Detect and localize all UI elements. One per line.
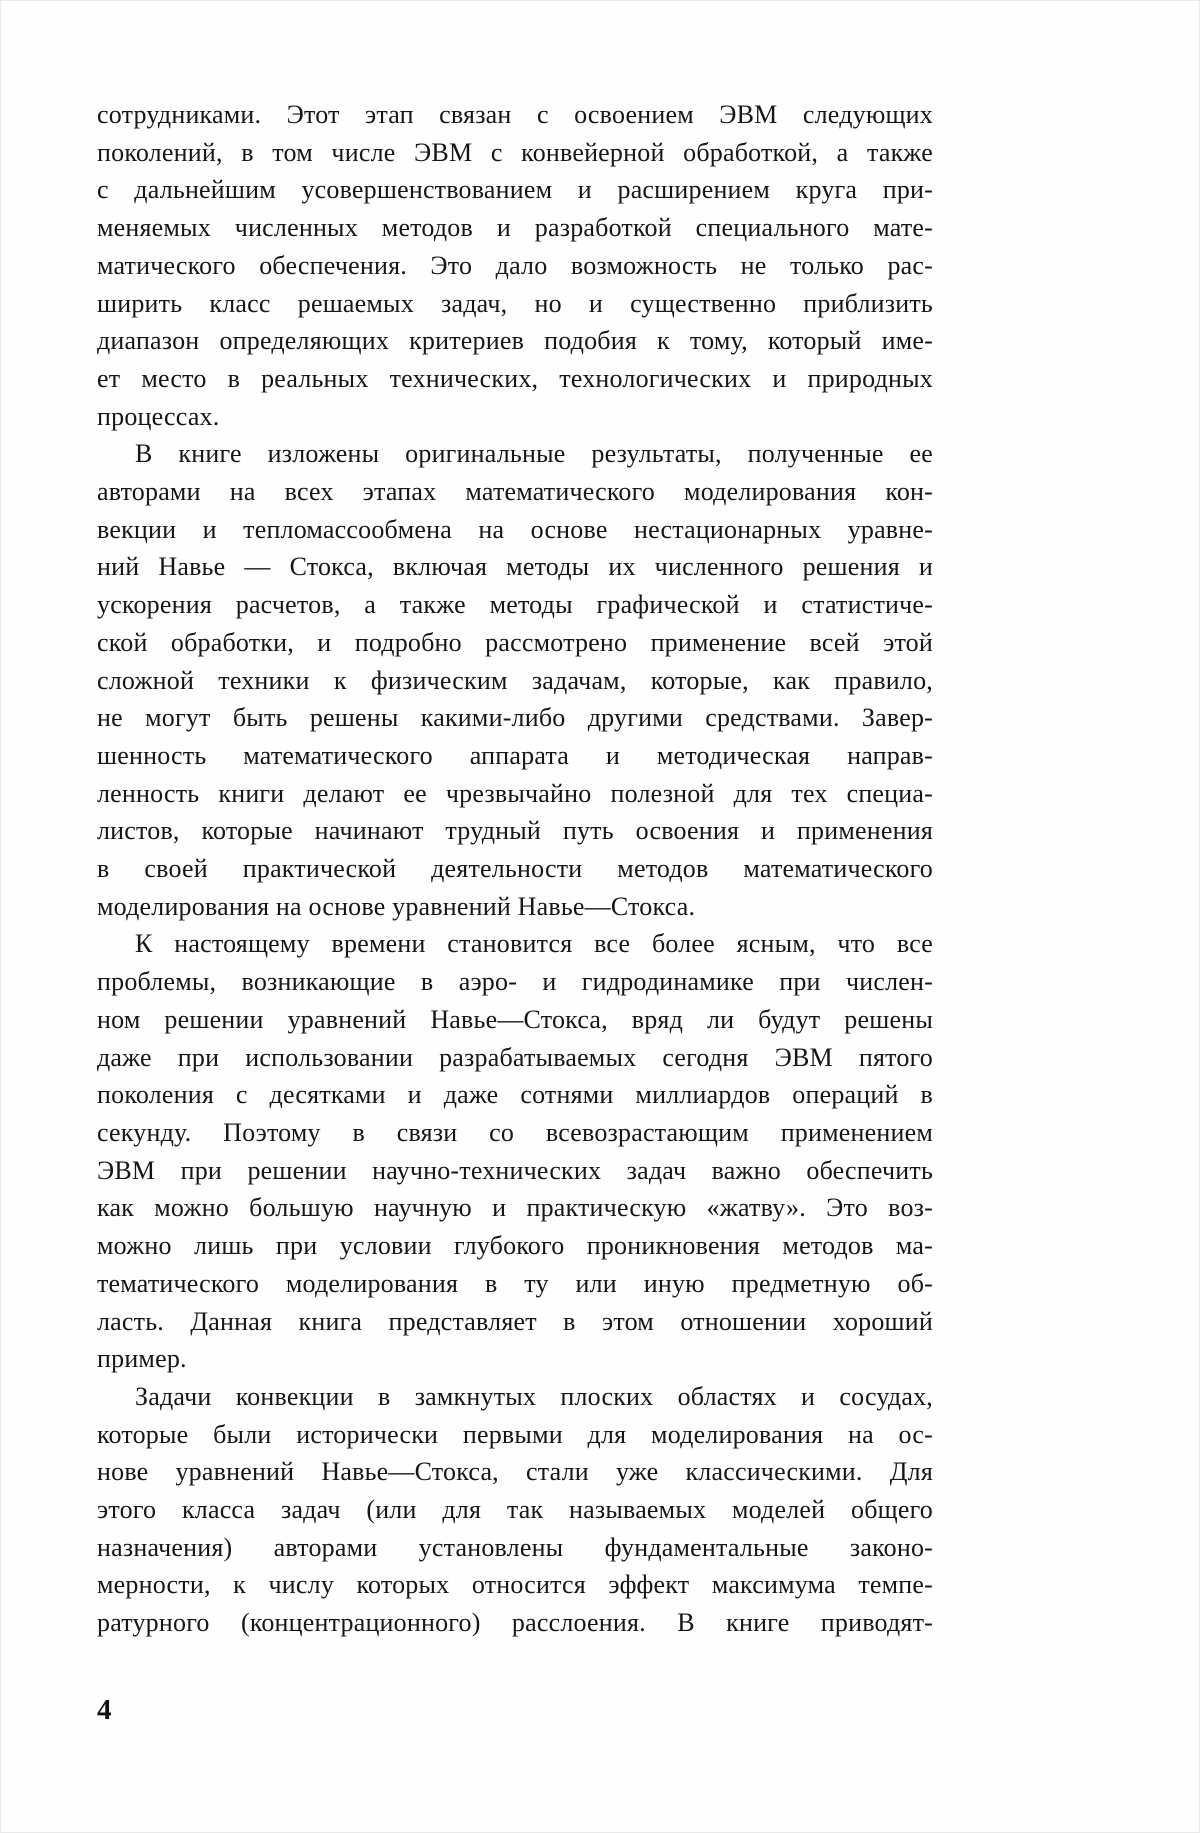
text-line: этого класса задач (или для так называемых моделей общего xyxy=(97,1495,933,1525)
text-line: ном решении уравнений Навье—Стокса, вряд ли будут решены xyxy=(97,1004,933,1034)
text-line: сотрудниками. Этот этап связан с освоением ЭВМ следующих xyxy=(97,100,933,129)
paragraph xyxy=(97,925,933,1377)
paragraph xyxy=(97,435,933,925)
text-line: ратурного (концентрационного) расслоения. В книге приводят- xyxy=(97,1608,933,1638)
text-line: меняемых численных методов и разработкой специального мате- xyxy=(97,213,933,243)
text-line: с дальнейшим усовершенствованием и расширением круга при- xyxy=(97,175,933,205)
text-line: даже при использовании разрабатываемых сегодня ЭВМ пятого xyxy=(97,1042,933,1072)
text-line: в своей практической деятельности методов математического xyxy=(97,854,933,884)
text-line: нове уравнений Навье—Стокса, стали уже классическими. Для xyxy=(97,1457,933,1487)
text-line: матического обеспечения. Это дало возможность не только рас- xyxy=(97,250,933,280)
text-line: назначения) авторами установлены фундаментальные законо- xyxy=(97,1532,933,1562)
text-line: ленность книги делают ее чрезвычайно полезной для тех специа- xyxy=(97,778,933,808)
paragraph xyxy=(97,1378,933,1642)
text-line: ЭВМ при решении научно-технических задач важно обеспечить xyxy=(97,1155,933,1185)
text-line: которые были исторически первыми для моделирования на ос- xyxy=(97,1419,933,1449)
text-line: В книге изложены оригинальные результаты, полученные ее xyxy=(135,439,933,469)
paragraph xyxy=(97,96,933,435)
text-line: ской обработки, и подробно рассмотрено применение всей этой xyxy=(97,627,933,657)
text-line: диапазон определяющих критериев подобия к тому, который име- xyxy=(97,326,933,356)
text-line: как можно большую научную и практическую «жатву». Это воз- xyxy=(97,1193,933,1223)
text-line: не могут быть решены какими-либо другими средствами. Завер- xyxy=(97,703,933,733)
text-line: ускорения расчетов, а также методы графической и статистиче- xyxy=(97,590,933,620)
text-line: ет место в реальных технических, технологических и природных xyxy=(97,363,933,393)
text-line: сложной техники к физическим задачам, которые, как правило, xyxy=(97,665,933,695)
text-line: ний Навье — Стокса, включая методы их численного решения и xyxy=(97,552,933,582)
text-line: листов, которые начинают трудный путь освоения и применения xyxy=(97,816,933,846)
text-line: поколений, в том числе ЭВМ с конвейерной обработкой, а также xyxy=(97,137,933,167)
text-line: процессах. xyxy=(97,401,220,431)
text-line: К настоящему времени становится все более ясным, что все xyxy=(135,929,933,959)
text-line: авторами на всех этапах математического моделирования кон- xyxy=(97,477,933,507)
text-line: векции и тепломассообмена на основе нестационарных уравне- xyxy=(97,514,933,544)
text-line: Задачи конвекции в замкнутых плоских областях и сосудах, xyxy=(135,1381,933,1411)
text-line: ширить класс решаемых задач, но и существенно приблизить xyxy=(97,288,933,318)
text-line: тематического моделирования в ту или иную предметную об- xyxy=(97,1268,933,1298)
text-line: мерности, к числу которых относится эффект максимума темпе- xyxy=(97,1570,933,1600)
text-line: поколения с десятками и даже сотнями миллиардов операций в xyxy=(97,1080,933,1110)
page-text-block xyxy=(97,96,933,1642)
page-number: 4 xyxy=(97,1694,112,1726)
text-line: моделирования на основе уравнений Навье—Стокса. xyxy=(97,891,696,921)
text-line: шенность математического аппарата и методическая направ- xyxy=(97,740,933,770)
text-line: проблемы, возникающие в аэро- и гидродинамике при числен- xyxy=(97,967,933,997)
text-line: можно лишь при условии глубокого проникновения методов ма- xyxy=(97,1231,933,1261)
text-line: ласть. Данная книга представляет в этом отношении хороший xyxy=(97,1306,933,1336)
text-line: секунду. Поэтому в связи со всевозрастающим применением xyxy=(97,1117,933,1147)
text-line: пример. xyxy=(97,1344,187,1374)
